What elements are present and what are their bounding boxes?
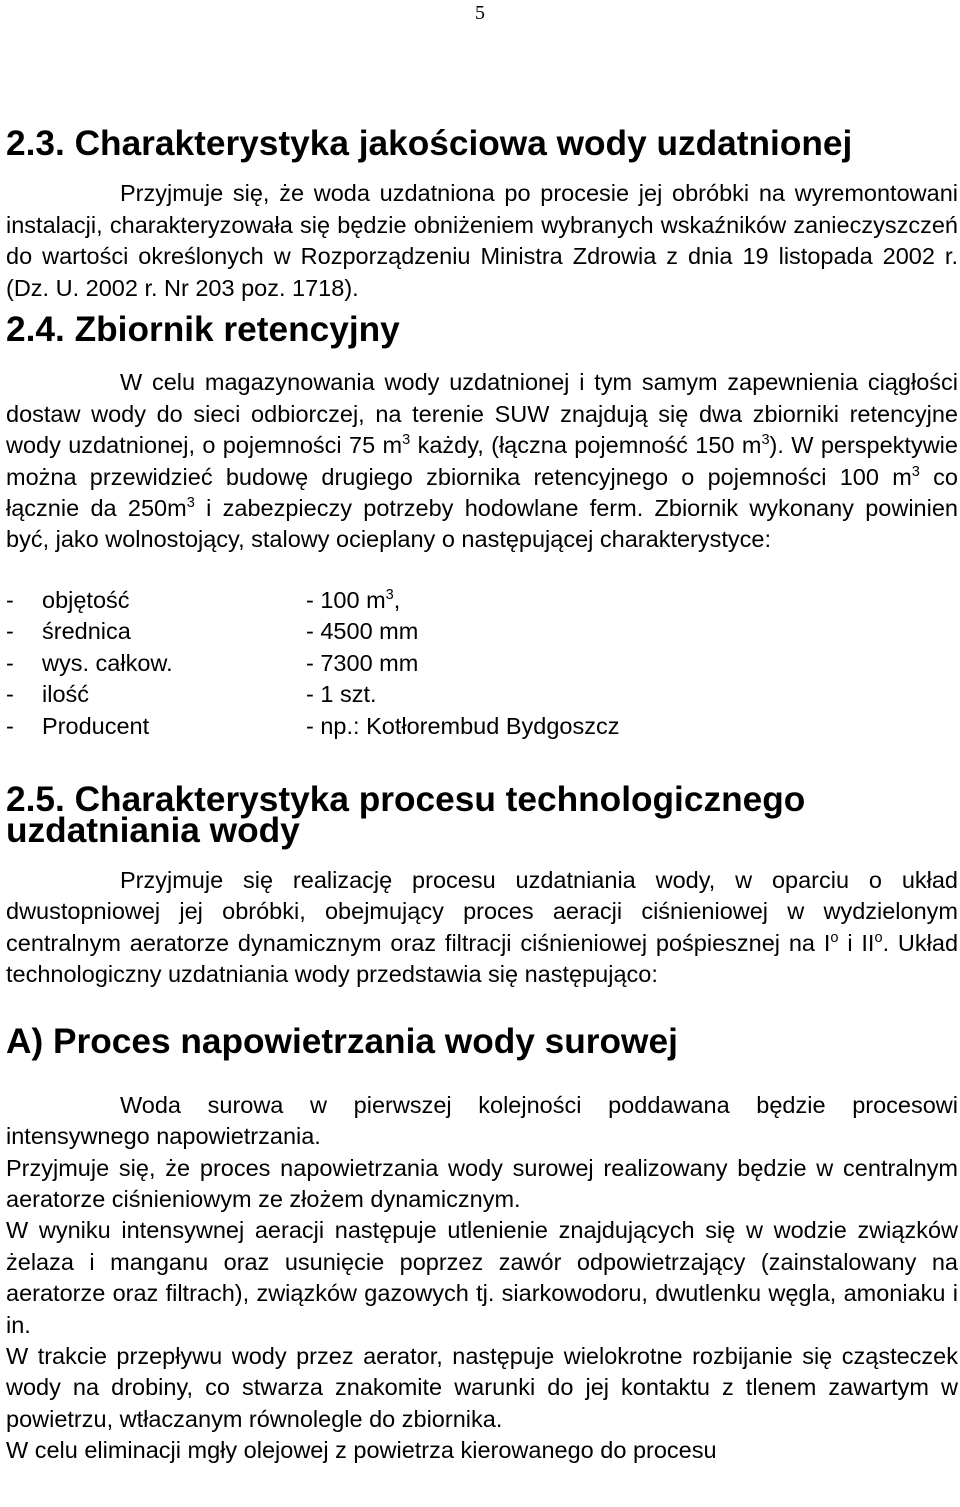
- paragraph-a-1: Woda surowa w pierwszej kolejności poddawana będzie procesowi intensywnego napowietrzania.: [6, 1091, 958, 1150]
- spec-label: ilość: [42, 681, 90, 708]
- list-dash: -: [6, 586, 14, 613]
- paragraph-a-3: W wyniku intensywnej aeracji następuje utlenienie znajdujących się w wodzie związków żelaza i manganu oraz usunięcie poprzez zawór odpowietrzający (zainstalowany na aeratorze oraz filtrach), związków gazowych tj. siarkowodoru, dwutlenku węgla, amoniaku i in.: [6, 1217, 958, 1338]
- tank-spec-list: [6, 585, 958, 742]
- superscript: 3: [761, 432, 770, 449]
- text-run: i II: [838, 929, 875, 956]
- spec-item: [6, 679, 958, 710]
- spec-label: wys. całkow.: [42, 649, 173, 676]
- superscript: 3: [186, 495, 195, 512]
- superscript: o: [874, 929, 883, 946]
- text-run: i zabezpieczy potrzeby hodowlane ferm. Zbiornik wykonany powinien być, jako wolnostojący, stalowy ocieplany o następującej charakterystyce:: [6, 495, 958, 553]
- text-run: Przyjmuje się realizację procesu uzdatniania wody, w oparciu o układ dwustopniowej jej obróbki, obejmujący proces aeracji ciśnieniowej w wydzielonym centralnym aeratorze dynamicznym oraz filtracji ciśnieniowej pośpiesznej na I: [6, 866, 958, 956]
- paragraph-2-4: [6, 367, 958, 555]
- spec-label: objętość: [42, 586, 130, 613]
- section-heading-2-5: 2.5. Charakterystyka procesu technologicznego uzdatniania wody: [6, 779, 806, 851]
- spec-item: [6, 648, 958, 679]
- spec-item: [6, 585, 958, 616]
- spec-value: - 4500 mm: [306, 618, 419, 645]
- section-heading-a: A) Proces napowietrzania wody surowej: [6, 1022, 678, 1062]
- superscript: 3: [911, 463, 920, 480]
- paragraph-a-5: W celu eliminacji mgły olejowej z powietrza kierowanego do procesu: [6, 1437, 717, 1464]
- section-heading-2-4: 2.4. Zbiornik retencyjny: [6, 310, 400, 350]
- text-run: W celu magazynowania wody uzdatnionej i tym samym zapewnienia ciągłości dostaw wody do sieci odbiorczej, na terenie SUW znajdują się dwa zbiorniki retencyjne wody uzdatnionej, o pojemności 75 m: [6, 369, 958, 459]
- spec-item: [6, 616, 958, 647]
- spec-value-text: - 100 m: [306, 586, 386, 613]
- list-dash: -: [6, 712, 14, 739]
- spec-label: średnica: [42, 618, 131, 645]
- text-run: co łącznie da 250m: [6, 463, 958, 522]
- paragraph-2-3: Przyjmuje się, że woda uzdatniona po procesie jej obróbki na wyremontowani instalacji, charakteryzowała się będzie obniżeniem wybranych wskaźników zanieczyszczeń do wartości określonych w Rozporządzeniu Ministra Zdrowia z dnia 19 listopada 2002 r.(Dz. U. 2002 r. Nr 203 poz. 1718).: [6, 180, 958, 301]
- paragraph-a-2: Przyjmuje się, że proces napowietrzania wody surowej realizowany będzie w centralnym aeratorze ciśnieniowym ze złożem dynamicznym.: [6, 1154, 958, 1212]
- page-number: 5: [475, 2, 485, 24]
- superscript: 3: [385, 587, 394, 604]
- paragraph-2-5: [6, 865, 958, 991]
- list-dash: -: [6, 618, 14, 645]
- superscript: 3: [402, 432, 411, 449]
- spec-value: - 1 szt.: [306, 681, 377, 708]
- spec-value: - 7300 mm: [306, 649, 419, 676]
- list-dash: -: [6, 649, 14, 676]
- text-run: każdy, (łączna pojemność 150 m: [410, 432, 762, 459]
- text-run: . Układ technologiczny uzdatniania wody przedstawia się następująco:: [6, 929, 959, 987]
- superscript: o: [830, 929, 839, 946]
- paragraph-a-4: W trakcie przepływu wody przez aerator, następuje wielokrotne rozbijanie się cząsteczek wody na drobiny, co stwarza znakomite warunki do jej kontaktu z tlenem zawartym w powietrzu, wtłaczanym równolegle do zbiornika.: [6, 1343, 958, 1432]
- spec-value: - np.: Kotłorembud Bydgoszcz: [306, 712, 620, 739]
- text-run: ). W perspektywie można przewidzieć budowę drugiego zbiornika retencyjnego o pojemności 100 m: [6, 432, 958, 490]
- spec-label: Producent: [42, 712, 150, 739]
- spec-value-suffix: ,: [393, 586, 401, 613]
- spec-item: [6, 711, 958, 742]
- section-heading-2-3: 2.3. Charakterystyka jakościowa wody uzdatnionej: [6, 124, 853, 163]
- list-dash: -: [6, 681, 14, 708]
- spec-value: [306, 585, 958, 616]
- document-body: [6, 124, 959, 1467]
